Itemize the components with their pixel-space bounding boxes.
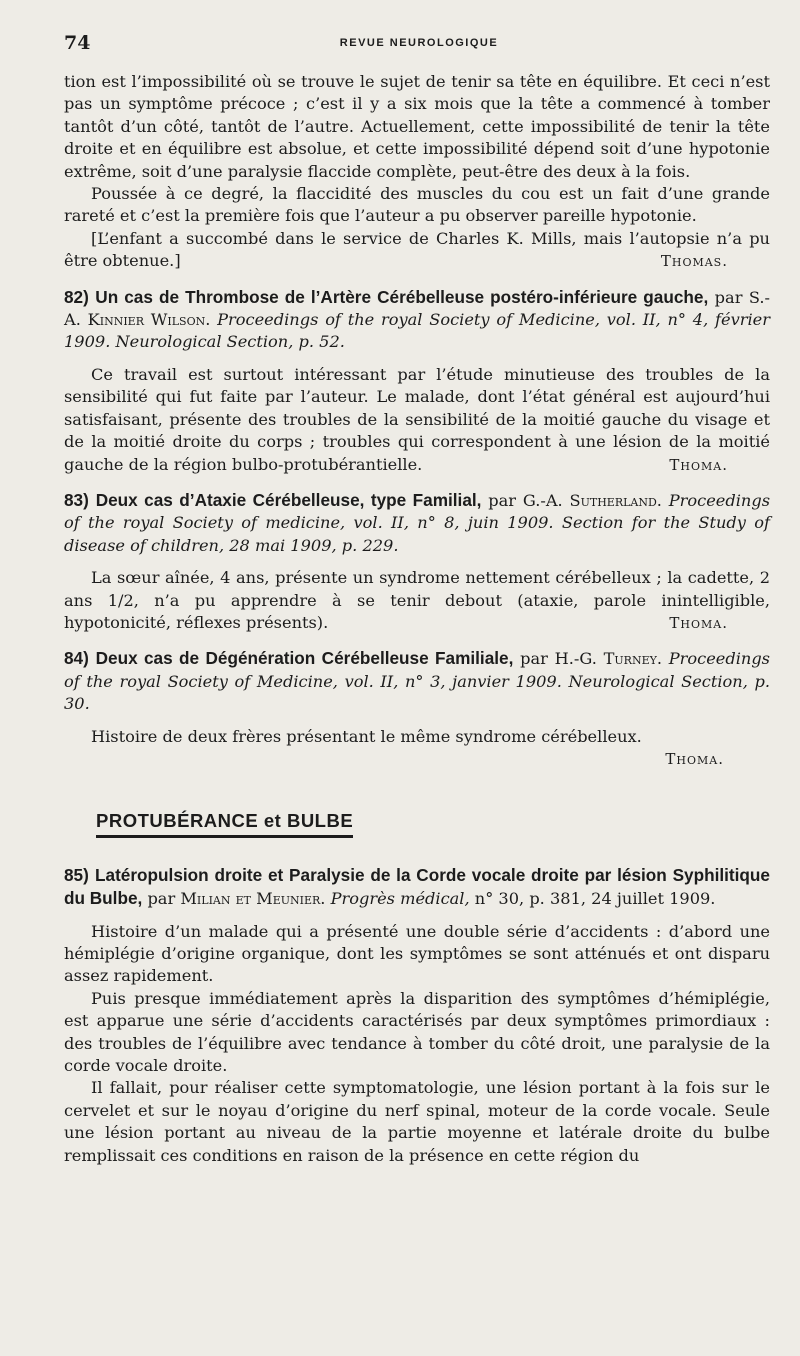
entry-85-paragraph-2: Puis presque immédiatement après la disparition des symptômes d’hémiplégie, est apparue une série d’accidents caractérisés par deux symptômes primordiaux : des troubles de l’équilibre avec tendance à tomber du côté droit, une paralysie de la corde vocale droite.	[64, 988, 770, 1076]
entry-82-heading	[64, 286, 770, 354]
entry-83-text: La sœur aînée, 4 ans, présente un syndrome nettement cérébelleux ; la cadette, 2 ans 1/2, n’a pu apprendre à se tenir debout (ataxie, parole inintelligible, hypotonicité, réflexes présents).	[64, 568, 770, 632]
intro-paragraph-1: tion est l’impossibilité où se trouve le sujet de tenir sa tête en équilibre. Et ceci n’est pas un symptôme précoce ; c’est il y a six mois que la tête a commencé à tomber tantôt d’un côté, tantôt de l’autre. Actuellement, cette impossibilité de tenir la tête droite et en équilibre est absolue, et cette impossibilité dépend soit d’une hypotonie extrême, soit d’une paralysie flaccide complète, peut-être des deux à la fois.	[64, 72, 770, 181]
entry-83-gap	[64, 557, 770, 567]
entry-84-authors: H.-G. Turney.	[554, 649, 663, 669]
entry-84-text: Histoire de deux frères présentant le même syndrome cérébelleux.	[91, 726, 642, 746]
entry-85-title: Latéropulsion droite et Paralysie de la Corde vocale droite par lésion Syphilitique du Bulbe,	[64, 864, 770, 909]
abstract-entry-83	[64, 489, 770, 634]
entry-82-number: 82)	[64, 286, 89, 307]
entry-82-body	[64, 364, 770, 476]
entry-82-gap	[64, 354, 770, 364]
entry-83-heading	[64, 489, 770, 557]
running-title: REVUE NEUROLOGIQUE	[339, 37, 499, 49]
entry-85-reference-2: n° 30, p. 381, 24 juillet 1909.	[469, 889, 716, 909]
entry-84-heading	[64, 647, 770, 715]
entry-84-reference: Proceedings of the royal Society of Medicine, vol. II, n° 3, janvier 1909. Neurological Section, p. 30.	[64, 649, 770, 714]
entry-84-by: par	[513, 649, 555, 669]
entry-83-authors: G.-A. Sutherland.	[522, 490, 662, 510]
entry-82-signature: Thoma.	[669, 455, 728, 474]
entry-85-authors: Milian et Meunier.	[180, 889, 326, 909]
entry-84-number: 84)	[64, 648, 89, 669]
section-heading: PROTUBÉRANCE et BULBE	[96, 810, 353, 837]
intro-paragraph-3	[64, 228, 770, 273]
entry-83-body	[64, 567, 770, 634]
abstract-entry-85	[64, 864, 770, 1167]
entry-82-text-block	[64, 364, 770, 476]
entry-85-gap	[64, 911, 770, 921]
entry-83-number: 83)	[64, 489, 89, 510]
entry-84-title: Deux cas de Dégénération Cérébelleuse Familiale,	[95, 648, 514, 669]
entry-84-signature: Thoma.	[665, 749, 724, 768]
entry-83-text-block	[64, 567, 770, 634]
entry-84-gap	[64, 716, 770, 726]
intro-paragraph-3-text: [L’enfant a succombé dans le service de Charles K. Mills, mais l’autopsie n’a pu être obtenue.]	[64, 228, 770, 271]
page-header	[64, 32, 774, 56]
page-number: 74	[64, 32, 91, 54]
entry-83-reference: Proceedings of the royal Society of medicine, vol. II, n° 8, juin 1909. Section for the Study of disease of children, 28 mai 1909, p. 229.	[64, 490, 771, 555]
entry-82-text: Ce travail est surtout intéressant par l’étude minutieuse des troubles de la sensibilité qui fut faite par l’auteur. Le malade, dont l’état général est aujourd’hui satisfaisant, présente des troubles de la sensibilité de la moitié gauche du visage et de la moitié droite du corps ; troubles qui correspondent à une lésion de la moitié gauche de la région bulbo-protubérantielle.	[64, 364, 770, 474]
intro-paragraph-2: Poussée à ce degré, la flaccidité des muscles du cou est un fait d’une grande rareté et c’est la première fois que l’auteur a pu observer pareille hypotonie.	[64, 184, 770, 226]
entry-85-paragraph-1: Histoire d’un malade qui a présenté une double série d’accidents : d’abord une hémiplégie d’origine organique, dont les symptômes se sont atténués et ont disparu assez rapidement.	[64, 921, 770, 986]
abstract-entry-84	[64, 647, 770, 770]
abstract-entry-82	[64, 286, 770, 476]
intro-signature: Thomas.	[660, 252, 728, 271]
section-heading-wrap	[64, 770, 770, 837]
entry-82-authors: S.-A. Kinnier Wilson.	[64, 287, 770, 330]
entry-82-reference: Proceedings of the royal Society of Medicine, vol. II, n° 4, février 1909. Neurological Section, p. 52.	[64, 310, 770, 352]
entry-85-paragraph-3: Il fallait, pour réaliser cette symptomatologie, une lésion portant à la fois sur le cervelet et sur le noyau d’origine du nerf spinal, moteur de la corde vocale. Seule une lésion portant au niveau de la partie moyenne et latérale droite du bulbe remplissait ces conditions en raison de la présence en cette région du	[64, 1078, 770, 1165]
entry-85-heading	[64, 864, 770, 911]
entry-85-reference: Progrès médical,	[325, 889, 470, 909]
intro-paragraph-3-block	[64, 228, 770, 273]
entry-85-number: 85)	[64, 864, 89, 885]
entry-82-title: Un cas de Thrombose de l’Artère Cérébelleuse postéro-inférieure gauche,	[95, 286, 709, 307]
page-body	[64, 71, 770, 1167]
entry-82-by: par	[708, 287, 749, 307]
entry-83-signature: Thoma.	[669, 613, 728, 632]
entry-83-title: Deux cas d’Ataxie Cérébelleuse, type Familial,	[95, 489, 482, 510]
entry-85-by: par	[142, 889, 181, 909]
entry-83-by: par	[481, 490, 523, 510]
